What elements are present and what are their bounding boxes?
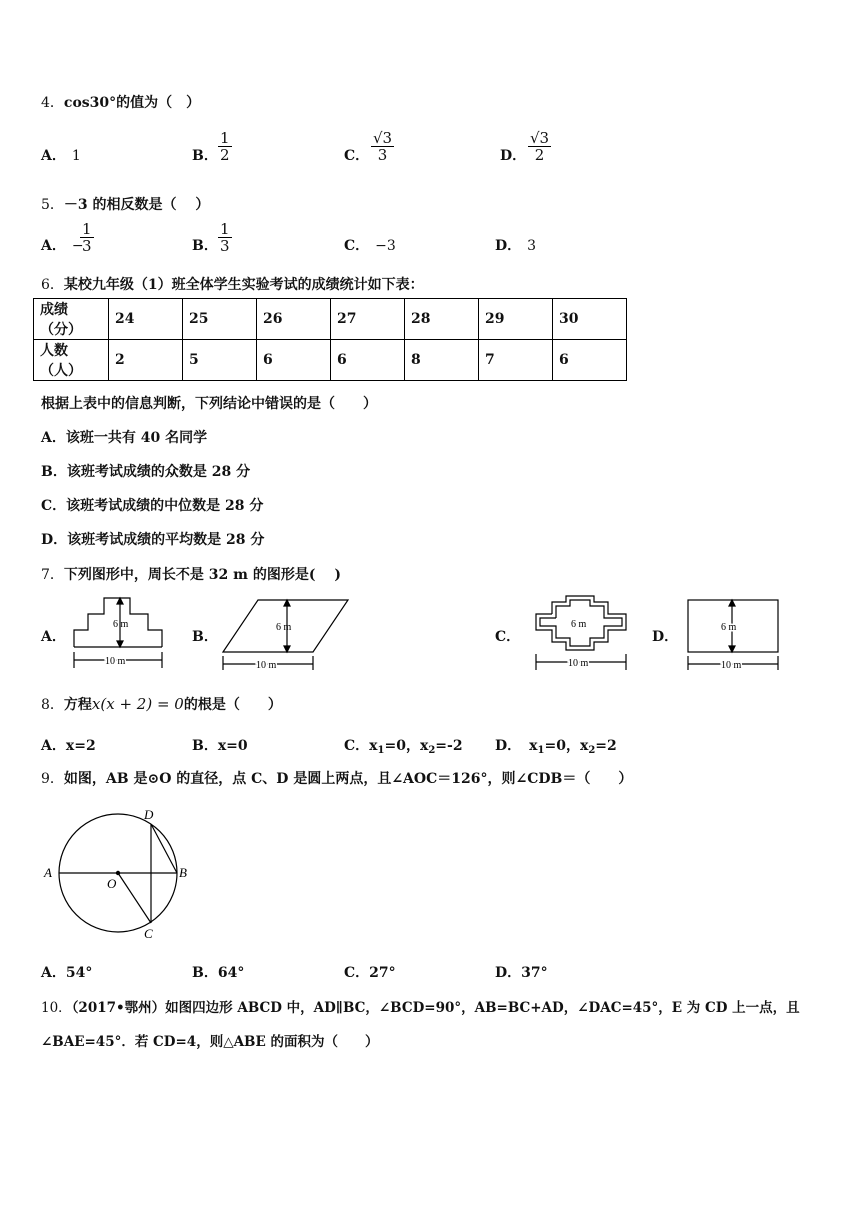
question-6 <box>41 274 424 294</box>
q8-d-x1: x <box>529 738 538 754</box>
q7-b-height-label: 6 m <box>276 622 292 633</box>
question-4-number: 4． <box>41 95 64 111</box>
q8-d-v2: =2 <box>595 738 617 754</box>
q7-figure-a <box>68 592 170 672</box>
q9-option-a[interactable]: A．54° <box>41 965 93 981</box>
q8-option-c[interactable] <box>344 735 463 756</box>
q6-option-a[interactable]: A．该班一共有 40 名同学 <box>41 430 208 446</box>
q7-a-width-label: 10 m <box>105 656 126 667</box>
table-cell: 30 <box>553 299 627 340</box>
q7-figure-d <box>684 592 784 672</box>
q8-option-d-label: D． <box>495 738 522 754</box>
q8-d-x2: x <box>579 738 589 754</box>
q5-option-d-value: 3 <box>527 238 537 254</box>
question-9 <box>41 768 632 788</box>
q4-option-d-fraction <box>528 130 551 163</box>
q5-option-b-fraction <box>218 221 232 254</box>
table-cell: 7 <box>479 340 553 381</box>
q4-option-a-label: A． <box>41 148 66 164</box>
q6-option-b[interactable]: B．该班考试成绩的众数是 28 分 <box>41 464 251 480</box>
question-8-equation: x(x + 2) = 0 <box>91 695 184 713</box>
table-cell: 6 <box>257 340 331 381</box>
q8-c-sub2: 2 <box>428 745 436 756</box>
question-6-text: 某校九年级（1）班全体学生实验考试的成绩统计如下表： <box>63 277 424 293</box>
q5-option-d-label: D． <box>495 238 522 254</box>
q8-c-sub1: 1 <box>377 745 385 756</box>
question-8 <box>41 694 282 714</box>
table-row <box>34 299 627 340</box>
q4-option-b-label: B． <box>192 148 218 164</box>
q7-option-a-label[interactable]: A． <box>41 629 66 645</box>
q6-option-d[interactable]: D．该班考试成绩的平均数是 28 分 <box>41 532 265 548</box>
question-5 <box>41 194 209 214</box>
question-9-number: 9． <box>41 771 64 787</box>
table-row <box>34 340 627 381</box>
q8-d-sub1: 1 <box>537 745 545 756</box>
table-cell: 成绩（分） <box>34 299 109 340</box>
q7-d-height-label: 6 m <box>721 622 737 633</box>
q4-option-a[interactable] <box>41 145 81 165</box>
question-7 <box>41 564 341 584</box>
question-7-number: 7． <box>41 567 64 583</box>
fraction-numerator: 1 <box>220 129 230 147</box>
q7-c-height-label: 6 m <box>571 619 587 630</box>
q5-option-c[interactable] <box>344 235 396 255</box>
table-cell: 5 <box>183 340 257 381</box>
question-5-text: －3 的相反数是（ ） <box>63 197 210 213</box>
q4-option-a-value: 1 <box>71 148 81 164</box>
question-6-prompt: 根据上表中的信息判断，下列结论中错误的是（ ） <box>41 396 377 412</box>
point-label-c: C <box>144 926 153 941</box>
question-10 <box>41 996 800 1016</box>
q4-option-d-label: D． <box>500 148 527 164</box>
q8-c-v1: =0， <box>384 738 420 754</box>
table-cell: 人数（人） <box>34 340 109 381</box>
q7-option-d-label[interactable]: D． <box>652 629 679 645</box>
q5-option-a-fraction <box>80 221 94 254</box>
question-5-number: 5． <box>41 197 64 213</box>
question-9-text: 如图，AB 是⊙O 的直径，点 C、D 是圆上两点，且∠AOC＝126°，则∠CDB＝（ ） <box>63 771 633 787</box>
question-6-number: 6． <box>41 277 64 293</box>
parallelogram-shape <box>223 600 348 670</box>
q7-figure-b <box>218 592 354 672</box>
table-cell: 24 <box>109 299 183 340</box>
table-cell: 27 <box>331 299 405 340</box>
q7-a-height-label: 6 m <box>113 619 129 630</box>
question-8-number: 8． <box>41 697 64 713</box>
q5-option-d[interactable] <box>495 235 536 255</box>
q4-option-b-fraction <box>218 130 232 163</box>
point-label-a: A <box>44 865 52 880</box>
q9-option-d[interactable]: D．37° <box>495 965 548 981</box>
q9-circle-figure <box>40 800 200 948</box>
q8-c-v2: =-2 <box>435 738 463 754</box>
fraction-numerator: 1 <box>220 220 230 238</box>
q5-option-a-label: A． <box>41 238 66 254</box>
radius-oc <box>118 873 151 923</box>
q7-option-b-label[interactable]: B． <box>192 629 218 645</box>
q7-c-width-label: 10 m <box>568 658 589 669</box>
fraction-denominator: 2 <box>534 146 545 164</box>
q4-option-b[interactable] <box>192 145 218 165</box>
q7-b-width-label: 10 m <box>256 660 277 671</box>
table-cell: 6 <box>553 340 627 381</box>
q5-option-b-label: B． <box>192 238 218 254</box>
q8-option-b[interactable]: B．x=0 <box>192 738 248 754</box>
point-label-o: O <box>107 876 117 891</box>
question-10-line1: （2017•鄂州）如图四边形 ABCD 中，AD∥BC，∠BCD=90°，AB=BC+AD，∠DAC=45°，E 为 CD 上一点，且 <box>71 1000 800 1016</box>
chord-db <box>151 824 177 873</box>
q4-option-d[interactable] <box>500 145 526 165</box>
q7-figure-c <box>530 592 634 672</box>
q8-d-sub2: 2 <box>588 745 596 756</box>
q8-c-x2: x <box>419 738 429 754</box>
fraction-denominator: 3 <box>220 237 230 255</box>
fraction-numerator: √3 <box>373 129 393 147</box>
fraction-denominator: 2 <box>220 146 230 164</box>
point-label-b: B <box>179 865 187 880</box>
point-label-d: D <box>144 807 154 822</box>
question-10-line2: ∠BAE=45°．若 CD=4，则△ABE 的面积为（ ） <box>41 1034 379 1050</box>
question-8-text-after: 的根是（ ） <box>183 697 282 713</box>
q5-option-c-label: C． <box>344 238 370 254</box>
q5-option-a[interactable] <box>41 235 84 255</box>
q5-option-c-value: −3 <box>375 238 396 254</box>
q8-option-d[interactable] <box>495 735 617 756</box>
fraction-denominator: 3 <box>82 237 92 255</box>
question-10-number: 10． <box>41 1000 72 1016</box>
score-table <box>33 298 627 381</box>
table-cell: 25 <box>183 299 257 340</box>
table-cell: 8 <box>405 340 479 381</box>
fraction-denominator: 3 <box>377 146 388 164</box>
q4-option-c-fraction <box>371 130 394 163</box>
table-cell: 29 <box>479 299 553 340</box>
q8-c-x1: x <box>369 738 378 754</box>
q4-option-c-label: C． <box>344 148 370 164</box>
question-8-text-before: 方程 <box>63 697 92 713</box>
q7-option-c-label[interactable]: C． <box>495 629 521 645</box>
question-7-text: 下列图形中，周长不是 32 m 的图形是( ) <box>63 567 341 583</box>
question-4-text: cos30°的值为（ ） <box>63 95 201 111</box>
q8-option-c-label: C． <box>344 738 370 754</box>
q5-option-a-sign: − <box>71 238 84 254</box>
q7-d-width-label: 10 m <box>721 660 742 671</box>
table-cell: 2 <box>109 340 183 381</box>
q9-option-b[interactable]: B．64° <box>192 965 245 981</box>
table-cell: 6 <box>331 340 405 381</box>
fraction-numerator: √3 <box>530 129 550 147</box>
table-cell: 26 <box>257 299 331 340</box>
q9-option-c[interactable]: C．27° <box>344 965 396 981</box>
fraction-numerator: 1 <box>82 220 92 238</box>
q6-option-c[interactable]: C．该班考试成绩的中位数是 28 分 <box>41 498 264 514</box>
center-point <box>116 871 120 875</box>
q5-option-b[interactable] <box>192 235 218 255</box>
question-4 <box>41 92 200 112</box>
table-cell: 28 <box>405 299 479 340</box>
q4-option-c[interactable] <box>344 145 369 165</box>
q8-d-v1: =0， <box>544 738 580 754</box>
q8-option-a[interactable]: A．x=2 <box>41 738 96 754</box>
